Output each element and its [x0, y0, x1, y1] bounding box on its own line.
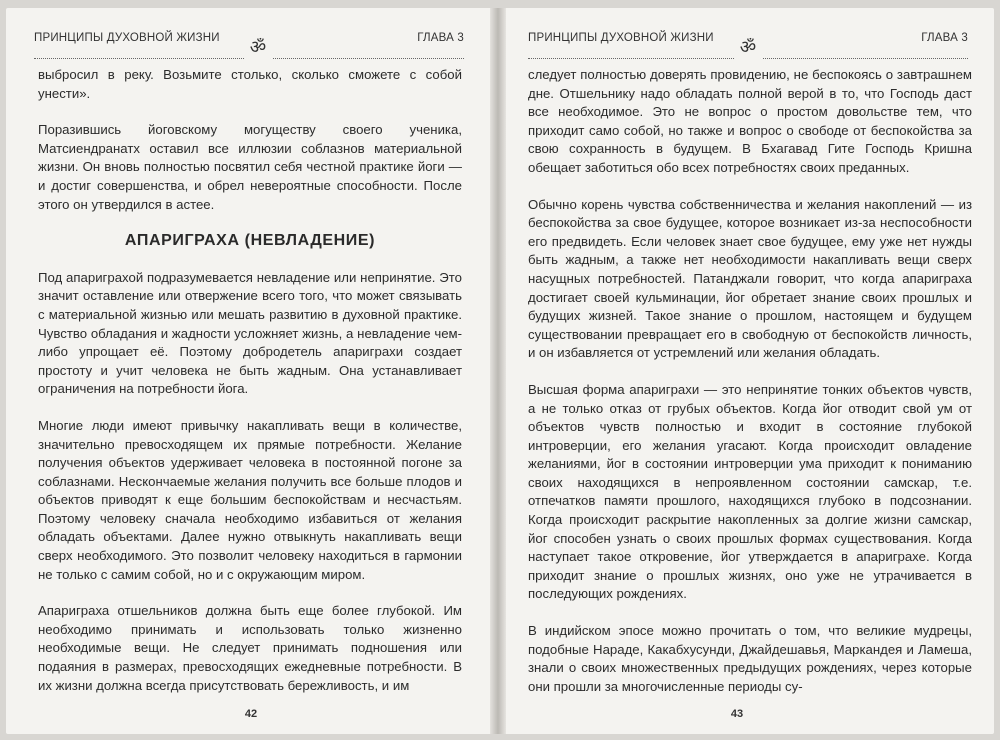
paragraph: В индийском эпосе можно прочитать о том, что великие мудрецы, подобные Нараде, Какабхусунди, Джайдешавья, Маркандея и Ламеша, знали о своих множественных предыдущих рождениях, через которые они прошли за многочисленные периоды су-	[528, 623, 972, 694]
left-page-body	[38, 66, 462, 713]
right-page-body	[528, 66, 972, 714]
paragraph: Обычно корень чувства собственничества и желания накоплений — из беспокойства за свое будущее, которое возникает из-за неспособности его предвидеть. Если человек знает свое будущее, ему уже нет нужды быть жадным, а также нет необходимости накапливать вещи сверх насущных потребностей. Патанджали говорит, что когда апариграха достигает своей кульминации, йог обретает знание своих прошлых и будущих жизней. Такое знание о прошлом, настоящем и будущем существовании превращает его в свободную от беспокойств личность, и он избавляется от устремлений или желания обладать.	[528, 196, 972, 361]
chapter-label: ГЛАВА 3	[417, 32, 464, 44]
page-number: 43	[730, 708, 744, 720]
om-symbol-icon: ॐ	[244, 36, 272, 60]
right-page	[500, 8, 994, 734]
book-gutter	[490, 8, 506, 734]
paragraph: Поразившись йоговскому могуществу своего ученика, Матсиендранатх оставил все иллюзии соблазнов материальной жизни. Он вновь полностью посвятил себя честной практике йоги — и достиг совершенства, и обрел невероятные способности. После этого он утвердился в астее.	[38, 122, 462, 212]
running-title: ПРИНЦИПЫ ДУХОВНОЙ ЖИЗНИ	[34, 32, 220, 44]
left-page-header	[34, 28, 464, 58]
paragraph: Апариграха отшельников должна быть еще более глубокой. Им необходимо принимать и использовать только жизненно необходимые вещи. Не следует принимать подношения или подаяния в размерах, превосходящих ежедневные потребности. В их жизни должна всегда присутствовать бережливость, и им	[38, 603, 462, 693]
page-number: 42	[244, 708, 258, 720]
left-page	[6, 8, 496, 734]
paragraph: Под апариграхой подразумевается невладение или непринятие. Это значит оставление или отвержение всего того, что может связывать с материальной жизнью или мешать развитию в духовной практике. Чувство обладания и жадности усложняет жизнь, а невладение чем-либо упрощает её. Поэтому добродетель апариграхи создает простоту и учит человека не быть жадным. Она устанавливает ограничения на потребности йога.	[38, 269, 462, 397]
paragraph: следует полностью доверять провидению, не беспокоясь о завтрашнем дне. Отшельнику надо обладать полной верой в то, что Господь даст все необходимое. Это не вопрос о простом довольстве тем, что приходит само собой, но также и вопрос о свободе от беспокойства за свою сохранность в будущем. В Бхагавад Гите Господь Кришна обещает заботиться обо всех потребностях своих преданных.	[528, 67, 972, 175]
section-heading: АПАРИГРАХА (НЕВЛАДЕНИЕ)	[124, 232, 376, 250]
paragraph: Высшая форма апариграхи — это непринятие тонких объектов чувств, а не только отказ от грубых объектов. Когда йог отводит свой ум от объектов чувств полностью и входит в состояние глубокой интроверции, его желания угасают. Когда происходит овладение желаниями, йог в состоянии интроверции ума приходит к пониманию своих находящихся в непроявленном состоянии самскар, т.е. отпечатков памяти прошлого, находящихся глубоко в подсознании. Когда происходит раскрытие накопленных за долгие жизни самскар, йог способен узнать о своих прошлых формах существования. Когда наступает такое откровение, йог утверждается в апариграхе. Когда приходит знание о прошлых жизнях, оно уже не утрачивается в последующих рождениях.	[528, 381, 972, 602]
paragraph: Многие люди имеют привычку накапливать вещи в количестве, значительно превосходящем их прямые потребности. Желание получения объектов удерживает человека в постоянной погоне за соблазнами. Нескончаемые желания получить все больше плодов и объектов приводят к еще большим беспокойствам и несчастьям. Поэтому человеку сначала необходимо избавиться от желания обладать объектами. Далее нужно отвыкнуть накапливать вещи сверх необходимого. Это позволит человеку находиться в гармонии не только с самим собой, но и с окружающим миром.	[38, 417, 462, 582]
om-symbol-icon: ॐ	[734, 36, 762, 60]
paragraph: выбросил в реку. Возьмите столько, сколько сможете с собой унести».	[38, 67, 462, 101]
right-page-header	[528, 28, 968, 58]
chapter-label: ГЛАВА 3	[921, 32, 968, 44]
running-title: ПРИНЦИПЫ ДУХОВНОЙ ЖИЗНИ	[528, 32, 714, 44]
